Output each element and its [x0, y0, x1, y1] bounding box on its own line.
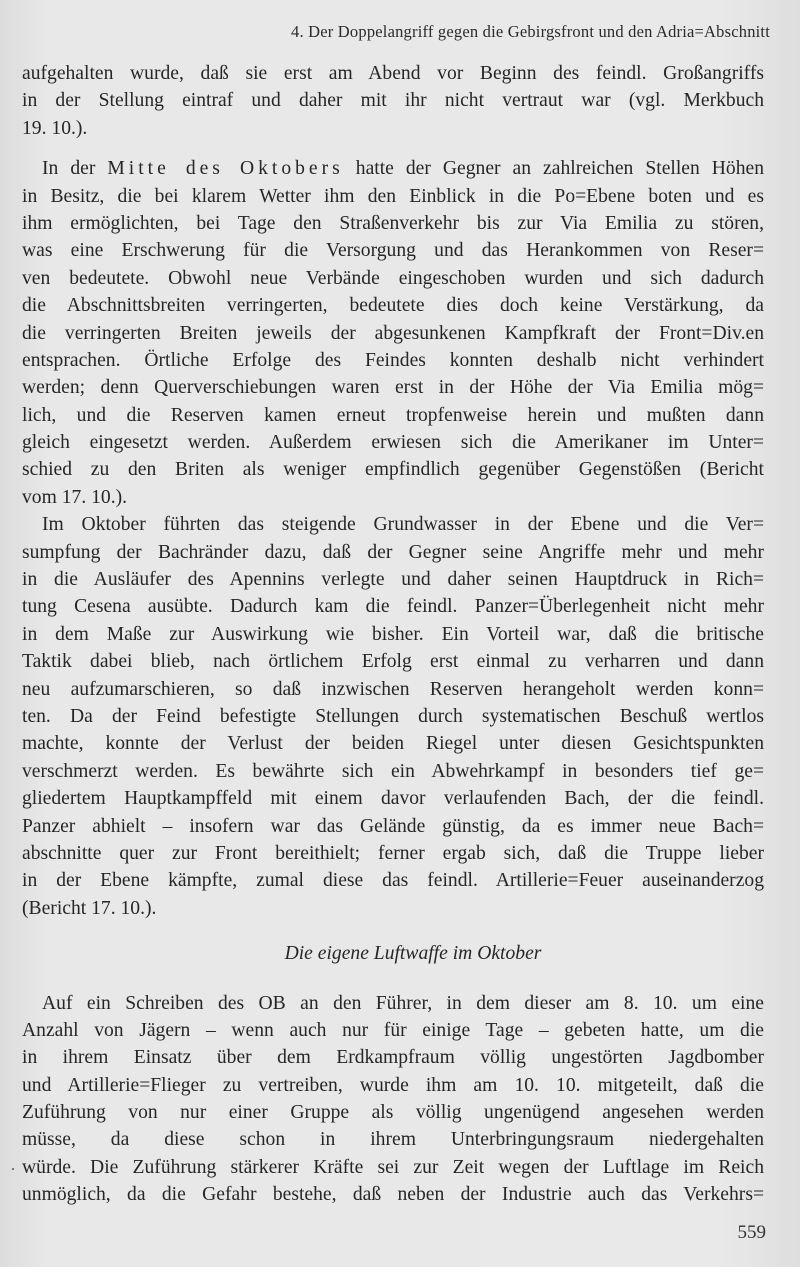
text-line: ten. Da der Feind befestigte Stellungen durch systematischen Beschuß wertlos — [22, 705, 764, 727]
text-line: in die Ausläufer des Apennins verlegte und daher seinen Hauptdruck in Rich= — [22, 569, 764, 591]
text-line: ven bedeutete. Obwohl neue Verbände eingeschoben wurden und sich dadurch — [22, 267, 764, 289]
text-line: werden; denn Querverschiebungen waren erst in der Höhe der Via Emilia mög= — [22, 377, 764, 399]
text-line: Zuführung von nur einer Gruppe als völlig ungenügend angesehen werden — [22, 1102, 764, 1124]
text-line: und Artillerie=Flieger zu vertreiben, wurde ihm am 10. 10. mitgeteilt, daß die — [22, 1074, 764, 1096]
page-number: 559 — [737, 1222, 766, 1243]
scan-speck — [12, 1168, 14, 1170]
text-line: lich, und die Reserven kamen erneut tropfenweise herein und mußten dann — [22, 404, 764, 426]
text-line: schied zu den Briten als weniger empfindlich gegenüber Gegenstößen (Bericht — [22, 459, 764, 481]
text-line: gliedertem Hauptkampffeld mit einem davor verlaufenden Bach, der die feindl. — [22, 788, 764, 810]
text-line: die Abschnittsbreiten verringerten, bedeutete dies doch keine Verstärkung, da — [22, 295, 764, 317]
paragraph-gap — [22, 142, 764, 155]
text-line: in der Stellung eintraf und daher mit ihr nicht vertraut war (vgl. Merkbuch — [22, 90, 764, 112]
text-line: aufgehalten wurde, daß sie erst am Abend vor Beginn des feindl. Großangriffs — [22, 63, 764, 84]
text-line: ihm ermöglichten, bei Tage den Straßenverkehr bis zur Via Emilia zu stören, — [22, 212, 764, 234]
text-fragment: hatte der Gegner an zahlreichen Stellen Höhen — [343, 158, 765, 180]
text-line: in dem Maße zur Auswirkung wie bisher. Ein Vorteil war, daß die britische — [22, 623, 764, 645]
text-line: in der Ebene kämpfte, zumal diese das feindl. Artillerie=Feuer auseinanderzog — [22, 870, 764, 892]
text-line: die verringerten Breiten jeweils der abgesunkenen Kampfkraft der Front=Div.en — [22, 322, 764, 344]
text-line: sumpfung der Bachränder dazu, daß der Gegner seine Angriffe mehr und mehr — [22, 541, 764, 563]
text-line: Im Oktober führten das steigende Grundwasser in der Ebene und die Ver= — [42, 514, 764, 536]
text-line: neu aufzumarschieren, so daß inzwischen Reserven herangeholt werden konn= — [22, 678, 764, 700]
body-text — [22, 60, 764, 1209]
text-line: machte, konnte der Verlust der beiden Riegel unter diesen Gesichtspunkten — [22, 733, 764, 755]
text-line: in ihrem Einsatz über dem Erdkampfraum völlig ungestörten Jagdbomber — [22, 1047, 764, 1069]
emphasized-text: Mitte des Oktobers — [107, 158, 344, 180]
text-fragment: In der — [42, 158, 108, 180]
text-line: Auf ein Schreiben des OB an den Führer, in dem dieser am 8. 10. um eine — [42, 992, 764, 1014]
text-line: vom 17. 10.). — [22, 486, 128, 508]
text-line: würde. Die Zuführung stärkerer Kräfte sei zur Zeit wegen der Luftlage im Reich — [22, 1156, 764, 1178]
text-line: Panzer abhielt – insofern war das Gelände günstig, da es immer neue Bach= — [22, 815, 764, 837]
text-line: (Bericht 17. 10.). — [22, 897, 157, 919]
text-line: abschnitte quer zur Front bereithielt; ferner ergab sich, daß die Truppe lieber — [22, 842, 764, 864]
text-line: unmöglich, da die Gefahr bestehe, daß neben der Industrie auch das Verkehrs= — [22, 1184, 764, 1206]
section-heading: Die eigene Luftwaffe im Oktober — [284, 943, 542, 965]
running-header: 4. Der Doppelangriff gegen die Gebirgsfront und den Adria=Abschnitt — [291, 22, 770, 41]
text-line — [22, 155, 764, 182]
text-line: Anzahl von Jägern – wenn auch nur für einige Tage – gebeten hatte, um die — [22, 1019, 764, 1041]
paragraph — [22, 155, 764, 511]
text-line: müsse, da diese schon in ihrem Unterbringungsraum niedergehalten — [22, 1129, 764, 1151]
text-line: entsprachen. Örtliche Erfolge des Feindes konnten deshalb nicht verhindert — [22, 349, 764, 371]
paragraph — [22, 511, 764, 922]
text-line: was eine Erschwerung für die Versorgung und das Herankommen von Reser= — [22, 240, 764, 262]
text-line: gleich eingesetzt werden. Außerdem erwiesen sich die Amerikaner im Unter= — [22, 432, 764, 454]
text-line: Taktik dabei blieb, nach örtlichem Erfolg erst einmal zu verharren und dann — [22, 651, 764, 673]
text-line: in Besitz, die bei klarem Wetter ihm den Einblick in die Po=Ebene boten und es — [22, 185, 764, 207]
text-line: tung Cesena ausübte. Dadurch kam die feindl. Panzer=Überlegenheit nicht mehr — [22, 596, 764, 618]
paragraph — [22, 60, 764, 142]
text-line: verschmerzt werden. Es bewährte sich ein Abwehrkampf in besonders tief ge= — [22, 760, 764, 782]
paragraph — [22, 990, 764, 1209]
text-line: 19. 10.). — [22, 117, 88, 139]
